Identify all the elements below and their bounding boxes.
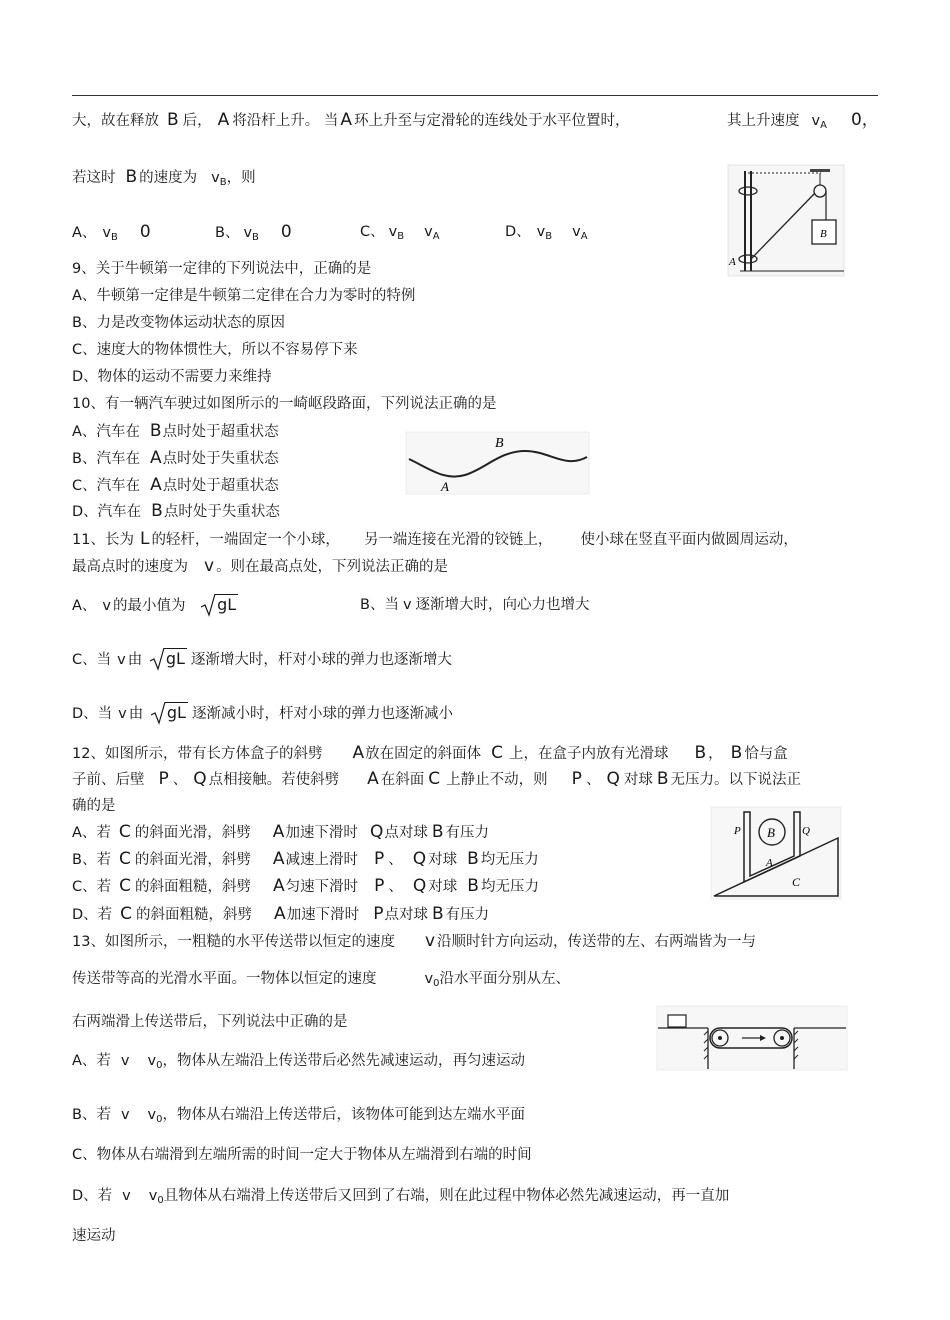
q11-option-a: A、 v 的最小值为 gL — [72, 595, 237, 614]
q13-option-a: A、若 v $v_0$，物体从左端沿上传送带后必然先减速运动，再匀速运动 — [72, 1053, 525, 1071]
q9-option-c: C、速度大的物体惯性大，所以不容易停下来 — [72, 342, 358, 358]
sqrt-gl: gL — [150, 703, 188, 724]
q12-option-c: C、若 C 的斜面粗糙，斜劈 A匀速下滑时 P 、 Q 对球 B 均无压力 — [72, 876, 539, 896]
q10-stem: 10、有一辆汽车驶过如图所示的一崎岖段路面，下列说法正确的是 — [72, 396, 497, 412]
wedge-label-q: Q — [802, 825, 810, 837]
q8-option-d: D、 $v_B$ $v_A$ — [505, 224, 588, 242]
q9-option-a: A、牛顿第一定律是牛顿第二定律在合力为零时的特例 — [72, 288, 416, 304]
wedge-label-c: C — [792, 875, 801, 889]
q9-option-b: B、力是改变物体运动状态的原因 — [72, 315, 285, 331]
q12-option-d: D、若 C 的斜面粗糙，斜劈 A加速下滑时 P点对球 B 有压力 — [72, 904, 490, 924]
fig-label-b: B — [820, 228, 827, 240]
road-label-a: A — [441, 479, 449, 494]
wedge-label-a: A — [766, 857, 773, 869]
q12-option-a: A、若 C 的斜面光滑，斜劈 A加速下滑时 Q点对球 B 有压力 — [72, 822, 489, 842]
q8-line1: 大，故在释放 B 后， A 将沿杆上升。 当 A 环上升至与定滑轮的连线处于水平位置时， — [72, 110, 630, 130]
sqrt-gl: gL — [200, 595, 238, 616]
q13-option-c: C、物体从右端滑到左端所需的时间一定大于物体从左端滑到右端的时间 — [72, 1147, 532, 1163]
q10-option-c: C、汽车在 A点时处于超重状态 — [72, 475, 279, 495]
q12-line2: 子前、后壁 P 、 Q 点相接触。若使斜劈 A 在斜面 C 上静止不动，则 P 、 Q 对球 B 无压力。以下说法正 — [72, 769, 801, 789]
q9-stem: 9、关于牛顿第一定律的下列说法中，正确的是 — [72, 261, 372, 277]
q11-option-c: C、当 v 由 gL 逐渐增大时，杆对小球的弹力也逐渐增大 — [72, 649, 452, 668]
header-rule — [72, 95, 878, 96]
pulley-figure — [726, 163, 846, 278]
road-label-b: B — [495, 436, 504, 451]
q8-option-a: A、 $v_B$ 0 — [72, 222, 151, 243]
q10-option-d: D、汽车在 B点时处于失重状态 — [72, 501, 280, 521]
q11-option-d: D、当 v 由 gL 逐渐减小时，杆对小球的弹力也逐渐减小 — [72, 703, 453, 722]
conveyor-figure — [656, 1005, 848, 1071]
q8-line1-end: 其上升速度 $v_A$ 0， — [727, 110, 879, 131]
road-figure — [405, 431, 590, 495]
q12-line1: 12、如图所示，带有长方体盒子的斜劈 A放在固定的斜面体 C 上，在盒子内放有光滑球 B ， B 恰与盒 — [72, 743, 788, 763]
fig-label-a: A — [729, 256, 736, 268]
q8-option-b: B、 $v_B$ 0 — [215, 222, 292, 243]
q9-option-d: D、物体的运动不需要力来维持 — [72, 369, 272, 385]
q13-line3: 右两端滑上传送带后，下列说法中正确的是 — [72, 1014, 348, 1030]
q10-option-a: A、汽车在 B点时处于超重状态 — [72, 421, 279, 441]
q11-line2: 最高点时的速度为 v 。则在最高点处，下列说法正确的是 — [72, 556, 449, 576]
q13-option-d: D、若 v $v_0$且物体从右端滑上传送带后又回到了右端，则在此过程中物体必然先减速运动，再一直加 — [72, 1188, 730, 1206]
q8-option-c: C、 $v_B$ $v_A$ — [360, 224, 440, 242]
q11-line1: 11、长为 L 的轻杆，一端固定一个小球， 另一端连接在光滑的铰链上， 使小球在竖直平面内做圆周运动， — [72, 529, 798, 549]
wedge-label-p: P — [734, 825, 741, 837]
q13-option-d-cont: 速运动 — [72, 1228, 116, 1244]
wedge-label-b: B — [767, 825, 775, 840]
q10-option-b: B、汽车在 A点时处于失重状态 — [72, 448, 279, 468]
sqrt-gl: gL — [149, 649, 187, 670]
q8-line2: 若这时 B 的速度为 $v_B$，则 — [72, 167, 256, 188]
q12-line3: 确的是 — [72, 798, 116, 814]
q12-option-b: B、若 C 的斜面光滑，斜劈 A减速上滑时 P 、 Q 对球 B 均无压力 — [72, 849, 539, 869]
q13-option-b: B、若 v $v_0$，物体从右端沿上传送带后，该物体可能到达左端水平面 — [72, 1107, 526, 1125]
wedge-figure — [710, 806, 842, 900]
q13-line1: 13、如图所示，一粗糙的水平传送带以恒定的速度 v 沿顺时针方向运动，传送带的左、右两端皆为一与 — [72, 931, 757, 951]
q11-option-b: B、当 v 逐渐增大时，向心力也增大 — [360, 597, 590, 613]
q13-line2: 传送带等高的光滑水平面。一物体以恒定的速度 $v_0$沿水平面分别从左、 — [72, 971, 570, 989]
